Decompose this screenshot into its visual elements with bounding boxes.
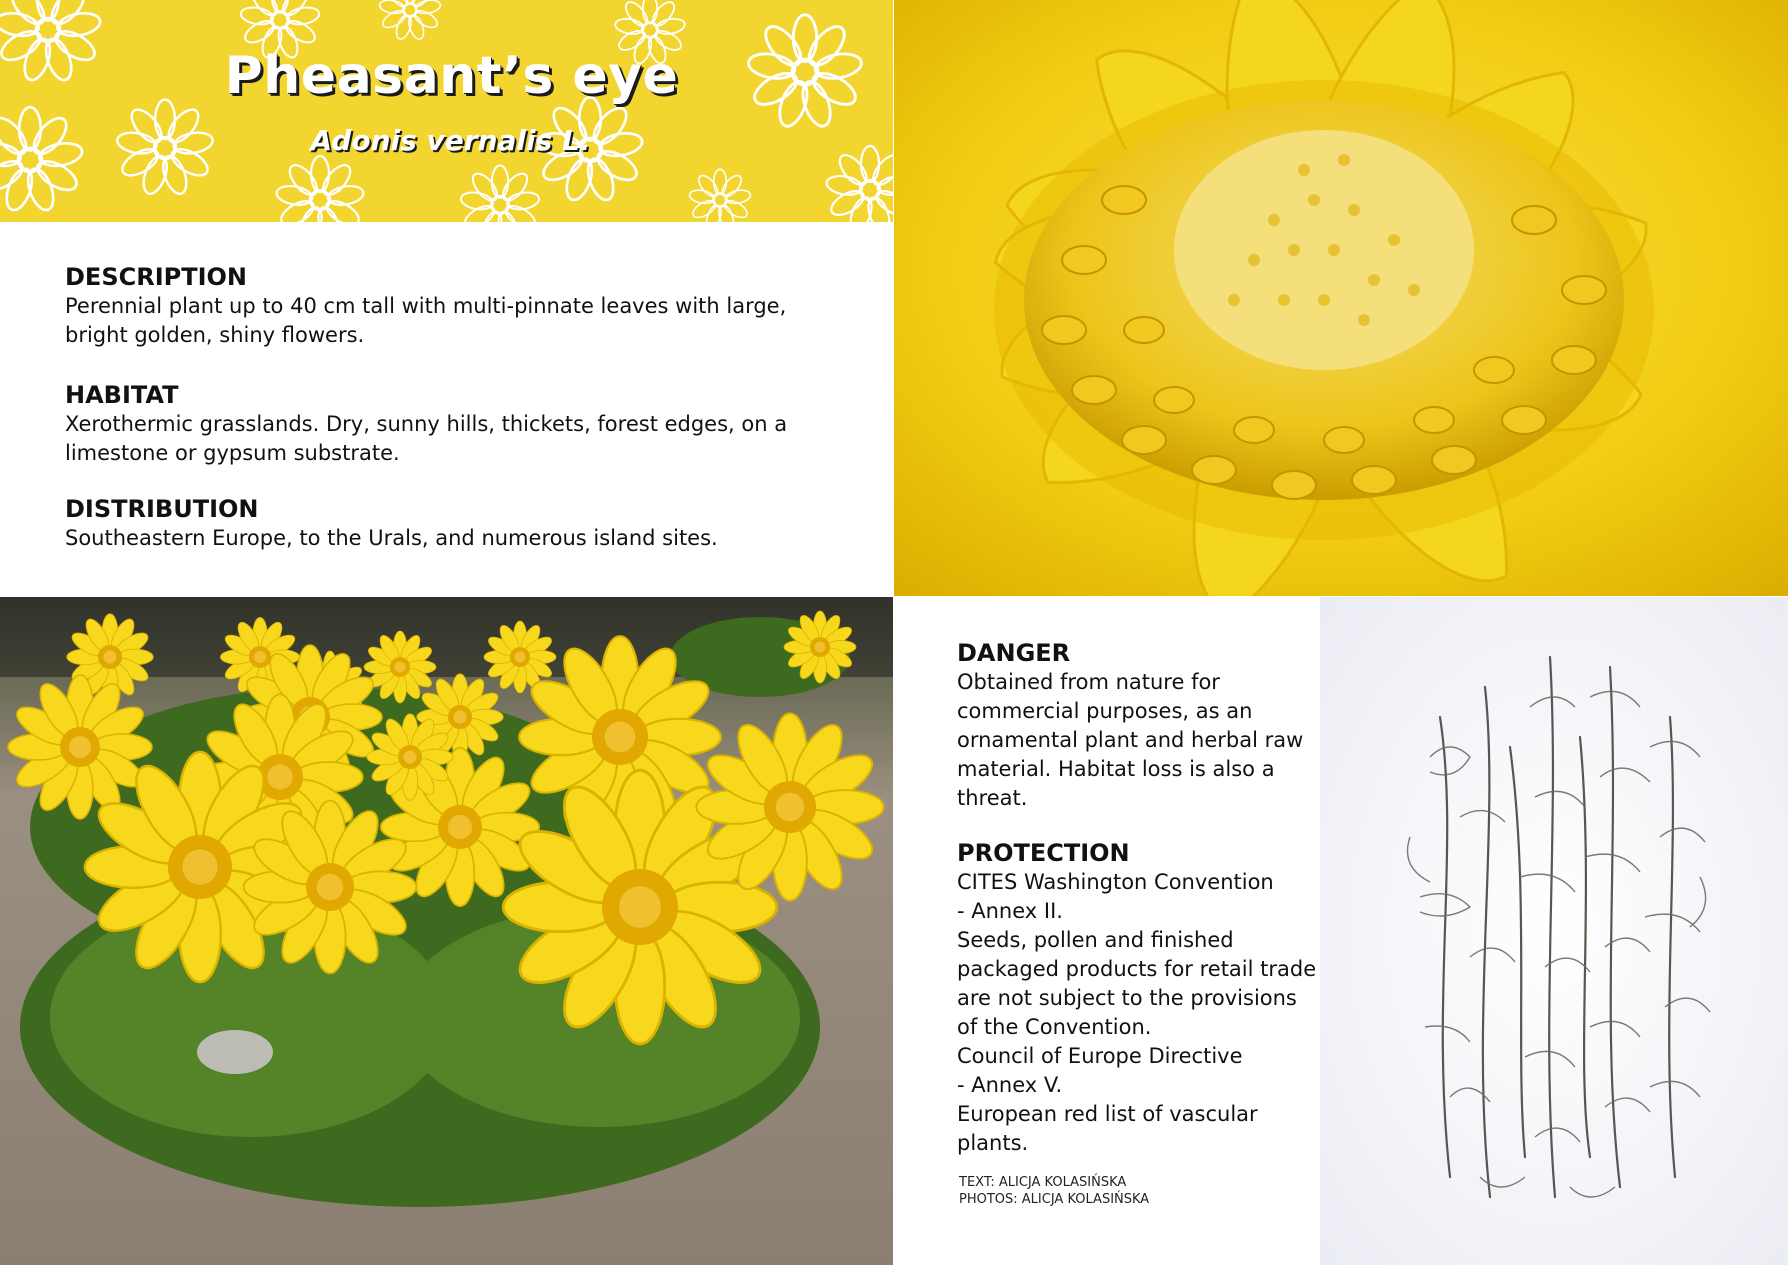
text-credit: TEXT: ALICJA KOLASIŃSKA	[959, 1175, 1127, 1190]
habitat-section	[65, 380, 855, 468]
distribution-heading: DISTRIBUTION	[65, 495, 259, 523]
flowers-in-field-photo	[0, 597, 893, 1265]
habitat-text: Xerothermic grasslands. Dry, sunny hills, thickets, forest edges, on a limestone or gypsum substrate.	[65, 412, 788, 465]
habitat-heading: HABITAT	[65, 381, 179, 409]
dried-herb-photo	[1320, 597, 1788, 1265]
protection-section	[957, 838, 1317, 1158]
distribution-section	[65, 494, 855, 553]
danger-section	[957, 638, 1317, 813]
photo-credit: PHOTOS: ALICJA KOLASIŃSKA	[959, 1192, 1150, 1207]
danger-text: Obtained from nature for commercial purposes, as an ornamental plant and herbal raw material. Habitat loss is also a threat.	[957, 670, 1304, 810]
daisy-pattern-decoration	[0, 0, 893, 222]
scientific-name: Adonis vernalis L.	[310, 124, 591, 157]
distribution-text: Southeastern Europe, to the Urals, and numerous island sites.	[65, 526, 718, 550]
danger-heading: DANGER	[957, 639, 1071, 667]
description-section	[65, 262, 855, 350]
description-heading: DESCRIPTION	[65, 263, 248, 291]
credits	[959, 1174, 1149, 1208]
title-banner	[0, 0, 893, 222]
flower-closeup-photo	[894, 0, 1788, 596]
protection-text: CITES Washington Convention - Annex II. Seeds, pollen and finished packaged products for retail trade are not subject to the provisions of the Convention. Council of Europe Directive - Annex V. European red list of vascular plants.	[957, 870, 1317, 1155]
page-title: Pheasant’s eye	[224, 46, 679, 106]
description-text: Perennial plant up to 40 cm tall with multi-pinnate leaves with large, bright golden, shiny flowers.	[65, 294, 787, 347]
protection-heading: PROTECTION	[957, 839, 1130, 867]
